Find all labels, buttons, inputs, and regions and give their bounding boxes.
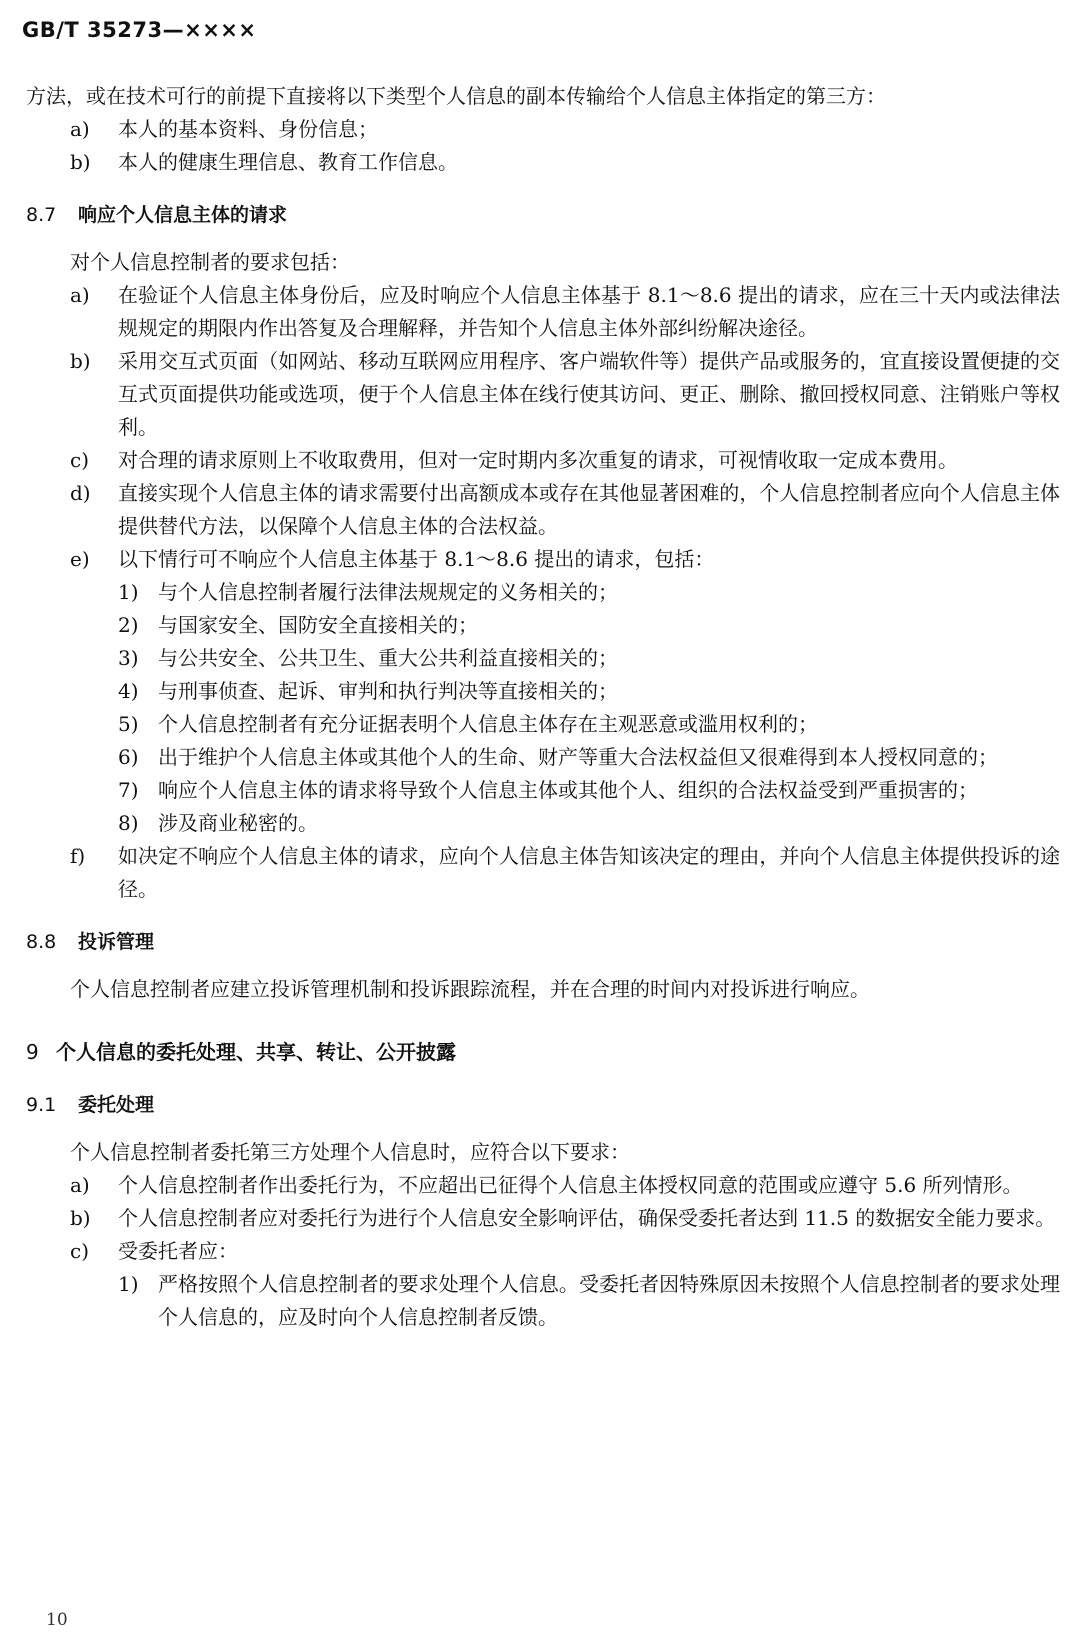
section-lead: 对个人信息控制者的要求包括： <box>70 250 350 274</box>
list-label: b) <box>70 1206 91 1230</box>
list-label: f) <box>70 844 86 868</box>
list-text: 本人的健康生理信息、教育工作信息。 <box>118 150 458 174</box>
list-item <box>26 1169 1060 1202</box>
list-item <box>26 113 1060 146</box>
list-label: c) <box>70 448 90 472</box>
document-header-code: GB/T 35273—×××× <box>22 18 257 42</box>
sub-list-label: 5) <box>118 712 139 736</box>
section-heading-9-1 <box>26 1089 1060 1122</box>
list-label: d) <box>70 481 91 505</box>
list-text: 采用交互式页面（如网站、移动互联网应用程序、客户端软件等）提供产品或服务的，宜直接设置便捷的交互式页面提供功能或选项，便于个人信息主体在线行使其访问、更正、删除、撤回授权同意、注销账户等权利。 <box>118 349 1060 439</box>
section-title: 响应个人信息主体的请求 <box>78 204 288 226</box>
list-item <box>26 146 1060 179</box>
list-label: e) <box>70 547 90 571</box>
sub-list-label: 1) <box>118 1272 139 1296</box>
list-item <box>26 444 1060 477</box>
list-item <box>26 279 1060 345</box>
list-text: 如决定不响应个人信息主体的请求，应向个人信息主体告知该决定的理由，并向个人信息主体提供投诉的途径。 <box>118 844 1060 901</box>
sub-list-text: 出于维护个人信息主体或其他个人的生命、财产等重大合法权益但又很难得到本人授权同意的； <box>158 745 998 769</box>
sub-list-label: 3) <box>118 646 139 670</box>
sub-list-label: 2) <box>118 613 139 637</box>
list-item <box>26 543 1060 576</box>
list-text: 以下情行可不响应个人信息主体基于 8.1～8.6 提出的请求，包括： <box>118 547 715 571</box>
sub-list-label: 1) <box>118 580 139 604</box>
sub-list-label: 8) <box>118 811 139 835</box>
list-label: c) <box>70 1239 90 1263</box>
section-number: 8.7 <box>26 204 57 226</box>
list-text: 个人信息控制者应对委托行为进行个人信息安全影响评估，确保受委托者达到 11.5 的数据安全能力要求。 <box>118 1206 1056 1230</box>
sub-list-item <box>26 1268 1060 1334</box>
page-content <box>26 80 1060 1334</box>
sub-list-item <box>26 774 1060 807</box>
sub-list-text: 与国家安全、国防安全直接相关的； <box>158 613 478 637</box>
intro-paragraph: 方法，或在技术可行的前提下直接将以下类型个人信息的副本传输给个人信息主体指定的第三方： <box>26 84 886 108</box>
section-heading-8-8 <box>26 926 1060 959</box>
list-text: 对合理的请求原则上不收取费用，但对一定时期内多次重复的请求，可视情收取一定成本费用。 <box>118 448 958 472</box>
sub-list-item <box>26 609 1060 642</box>
sub-list-item <box>26 675 1060 708</box>
sub-list-label: 7) <box>118 778 139 802</box>
sub-list-item <box>26 576 1060 609</box>
sub-list-item <box>26 741 1060 774</box>
list-text: 受委托者应： <box>118 1239 238 1263</box>
sub-list-item <box>26 807 1060 840</box>
section-title: 委托处理 <box>78 1094 155 1116</box>
section-number: 8.8 <box>26 931 57 953</box>
section-lead: 个人信息控制者委托第三方处理个人信息时，应符合以下要求： <box>70 1140 630 1164</box>
list-item <box>26 477 1060 543</box>
page-number: 10 <box>46 1610 68 1630</box>
section-title: 投诉管理 <box>78 931 155 953</box>
list-text: 直接实现个人信息主体的请求需要付出高额成本或存在其他显著困难的，个人信息控制者应向个人信息主体提供替代方法，以保障个人信息主体的合法权益。 <box>118 481 1060 538</box>
list-label: a) <box>70 117 90 141</box>
list-label: b) <box>70 349 91 373</box>
section-title: 个人信息的委托处理、共享、转让、公开披露 <box>56 1040 456 1064</box>
list-label: b) <box>70 150 91 174</box>
sub-list-text: 响应个人信息主体的请求将导致个人信息主体或其他个人、组织的合法权益受到严重损害的； <box>158 778 978 802</box>
list-item <box>26 840 1060 906</box>
sub-list-text: 与个人信息控制者履行法律法规规定的义务相关的； <box>158 580 618 604</box>
section-paragraph: 个人信息控制者应建立投诉管理机制和投诉跟踪流程，并在合理的时间内对投诉进行响应。 <box>70 977 870 1001</box>
list-label: a) <box>70 283 90 307</box>
sub-list-text: 严格按照个人信息控制者的要求处理个人信息。受委托者因特殊原因未按照个人信息控制者的要求处理个人信息的，应及时向个人信息控制者反馈。 <box>158 1272 1060 1329</box>
section-heading-8-7 <box>26 199 1060 232</box>
sub-list-label: 4) <box>118 679 139 703</box>
sub-list-text: 与公共安全、公共卫生、重大公共利益直接相关的； <box>158 646 618 670</box>
section-number: 9.1 <box>26 1094 57 1116</box>
list-text: 个人信息控制者作出委托行为，不应超出已征得个人信息主体授权同意的范围或应遵守 5.6 所列情形。 <box>118 1173 1023 1197</box>
section-number: 9 <box>26 1040 39 1064</box>
section-heading-9 <box>26 1036 1060 1069</box>
sub-list-label: 6) <box>118 745 139 769</box>
sub-list-item <box>26 708 1060 741</box>
list-text: 在验证个人信息主体身份后，应及时响应个人信息主体基于 8.1～8.6 提出的请求，应在三十天内或法律法规规定的期限内作出答复及合理解释，并告知个人信息主体外部纠纷解决途径。 <box>118 283 1060 340</box>
list-text: 本人的基本资料、身份信息； <box>118 117 378 141</box>
list-item <box>26 345 1060 444</box>
sub-list-text: 与刑事侦查、起诉、审判和执行判决等直接相关的； <box>158 679 618 703</box>
list-label: a) <box>70 1173 90 1197</box>
sub-list-text: 涉及商业秘密的。 <box>158 811 318 835</box>
sub-list-item <box>26 642 1060 675</box>
list-item <box>26 1235 1060 1268</box>
list-item <box>26 1202 1060 1235</box>
sub-list-text: 个人信息控制者有充分证据表明个人信息主体存在主观恶意或滥用权利的； <box>158 712 818 736</box>
